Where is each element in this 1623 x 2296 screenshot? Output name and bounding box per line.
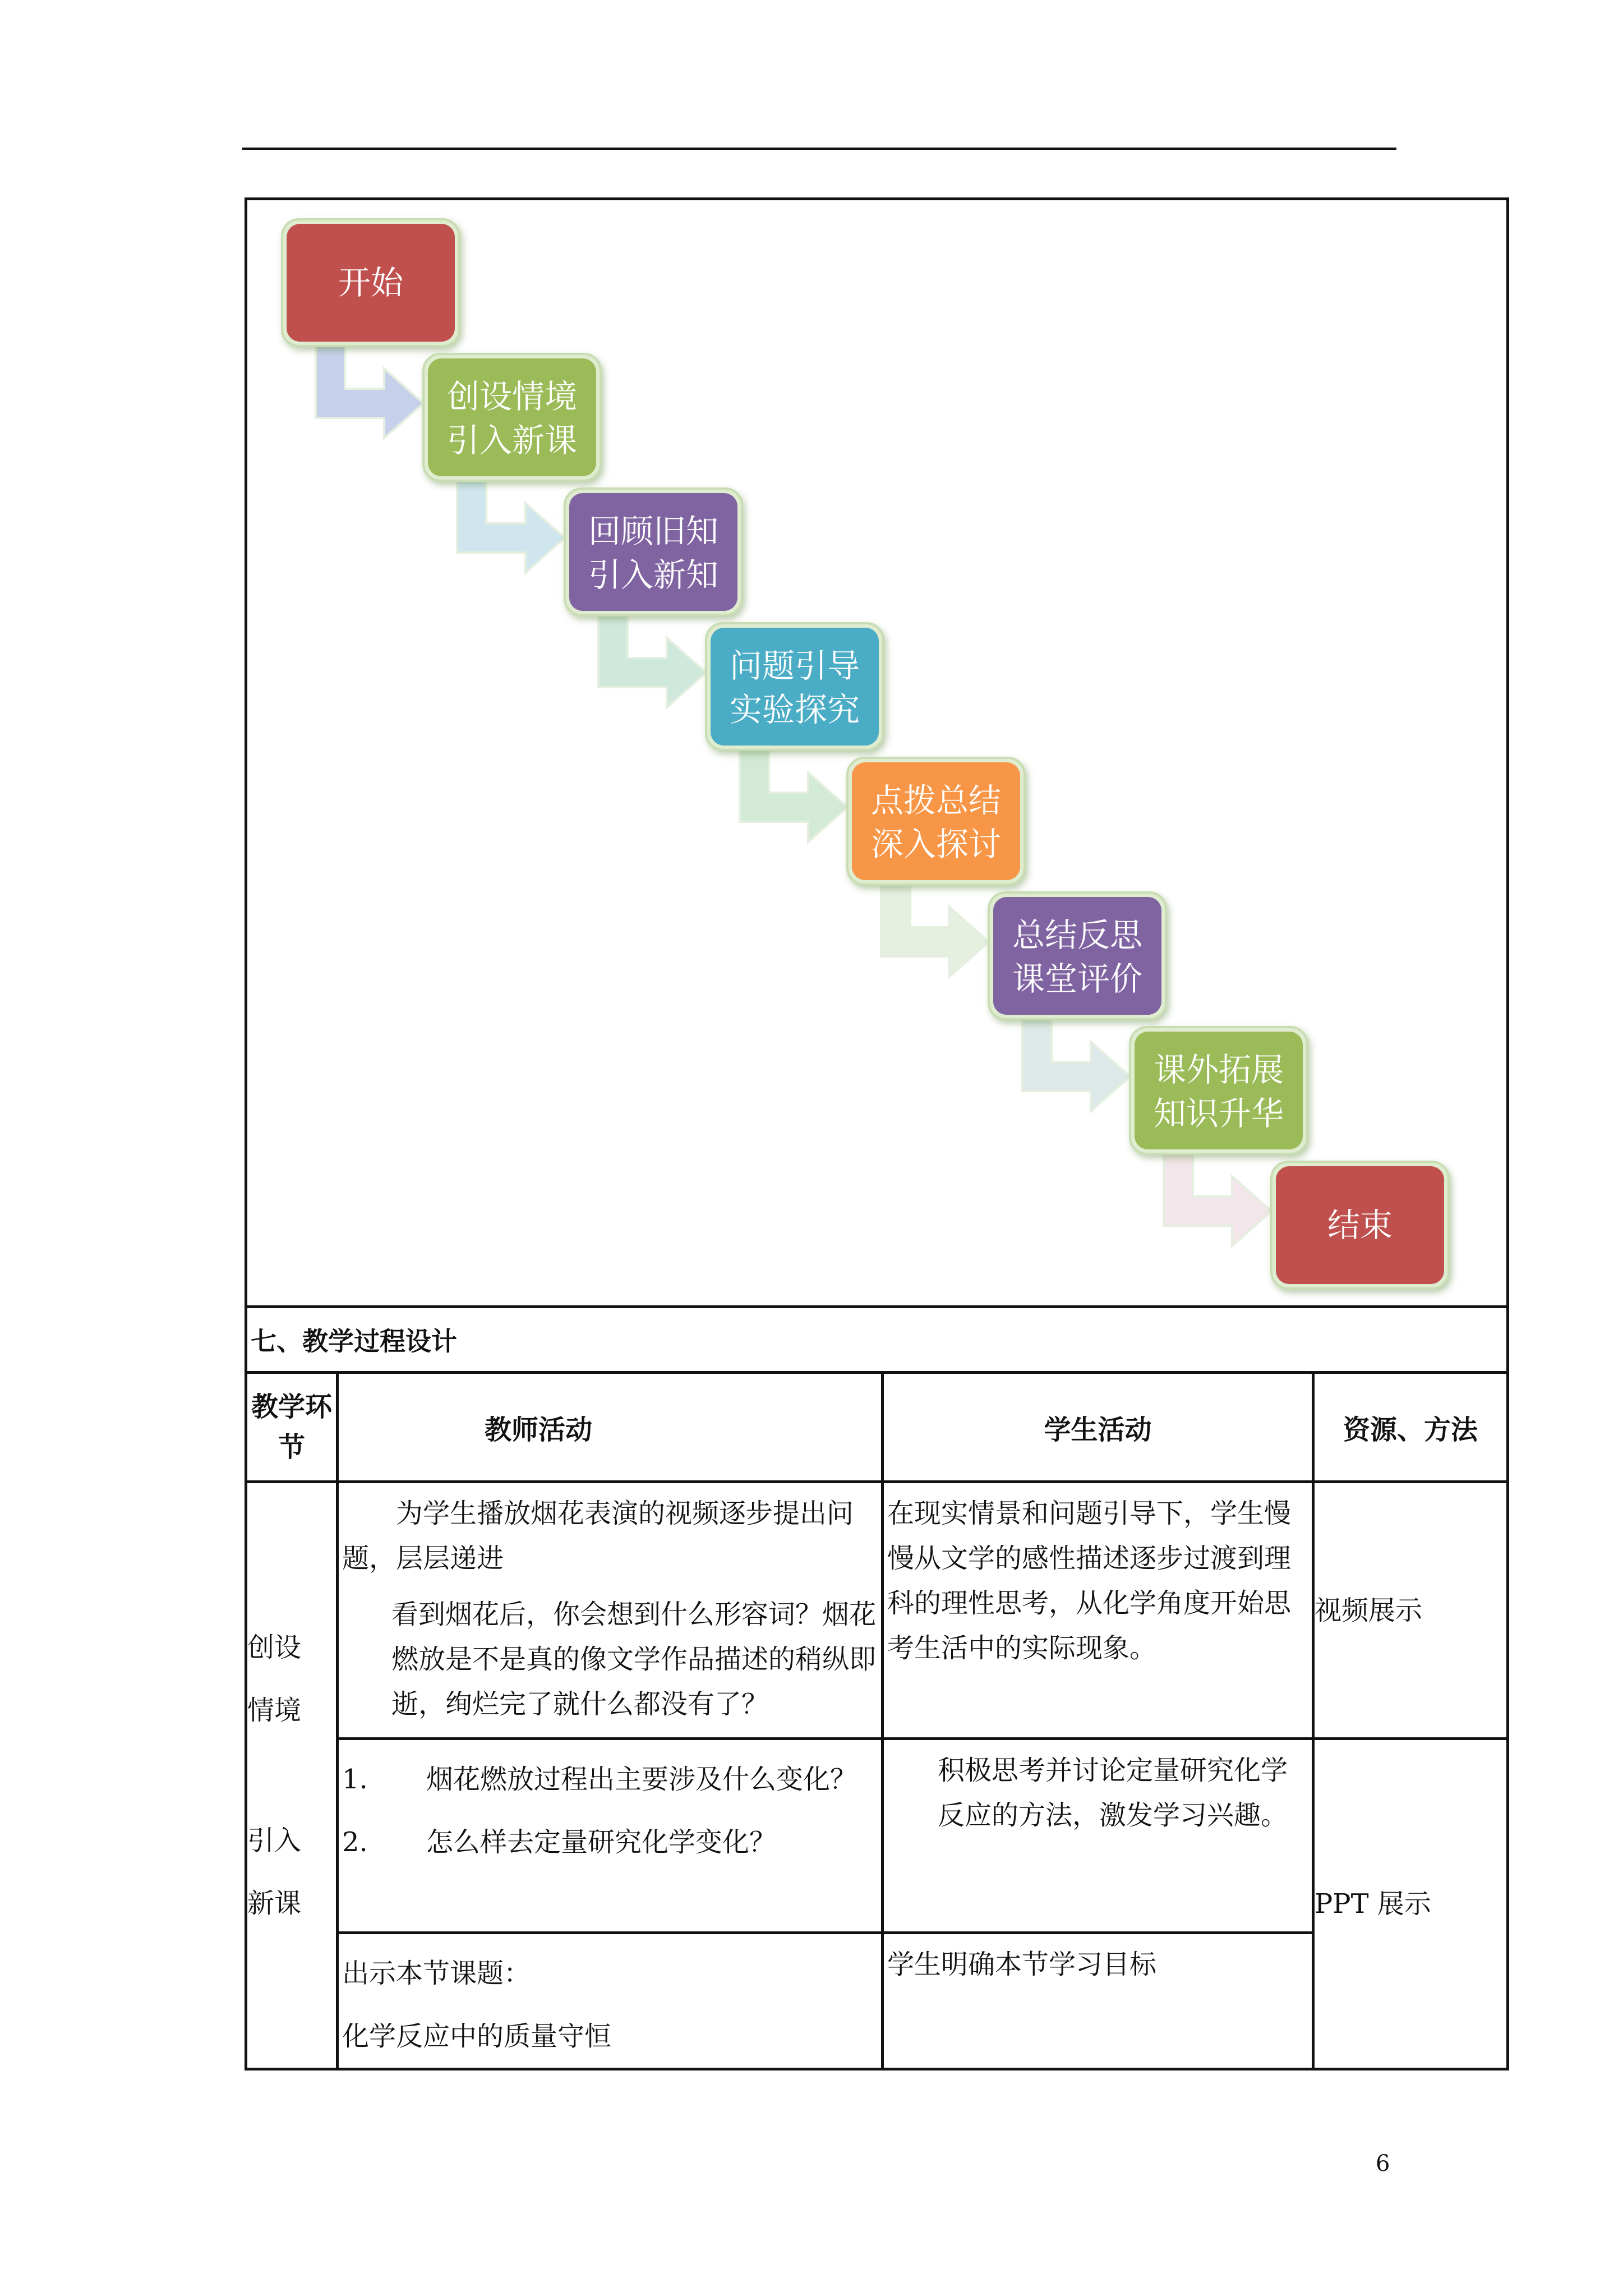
flow-node-label: 课堂评价: [1012, 960, 1143, 998]
flow-node-label: 问题引导: [729, 647, 860, 685]
flow-arrow: [316, 338, 423, 438]
student-activity-1: 在现实情景和问题引导下，学生慢慢从文学的感性描述逐步过渡到理科的理性思考，从化学角度开始思考生活中的实际现象。: [883, 1482, 1313, 1739]
header-stage-line1: 教学环: [251, 1391, 332, 1423]
flow-node-label: 点拨总结: [870, 781, 1002, 820]
page-number: 6: [1376, 2151, 1390, 2177]
flow-arrow: [1164, 1146, 1271, 1246]
flow-node-label: 开始: [338, 264, 404, 302]
stage-text-1: 创设: [247, 1632, 302, 1663]
question-1-number: 1.: [342, 1764, 368, 1795]
question-1-text: 烟花燃放过程出主要涉及什么变化？: [426, 1764, 857, 1795]
header-stage: [246, 1373, 338, 1482]
flow-node: [706, 623, 883, 750]
flow-node-label: 引入新课: [446, 421, 578, 459]
teacher-activity-1-intro: 为学生播放烟花表演的视频逐步提出问题，层层递进: [342, 1498, 854, 1574]
stage-text-2: 情境: [247, 1695, 302, 1726]
flow-node-label: 总结反思: [1012, 916, 1143, 954]
flow-node-label: 课外拓展: [1153, 1051, 1284, 1089]
flow-node-label: 结束: [1327, 1206, 1393, 1244]
flow-node: [423, 354, 601, 481]
teacher-activity-3: [338, 1933, 883, 2069]
flow-node: [282, 219, 459, 346]
flow-node-label: 实验探究: [729, 691, 860, 729]
flow-node-label: 深入探讨: [870, 825, 1002, 863]
question-2: [342, 1811, 878, 1874]
flow-arrow: [598, 608, 706, 707]
flowchart-cell: [246, 199, 1508, 1307]
header-resource: 资源、方法: [1313, 1373, 1508, 1482]
teacher-activity-2: [338, 1739, 883, 1933]
student-activity-2: [883, 1739, 1313, 1933]
stage-text-4: 新课: [247, 1888, 302, 1919]
teaching-flowchart: [247, 200, 1506, 1305]
header-student: 学生活动: [883, 1373, 1313, 1482]
question-2-text: 怎么样去定量研究化学变化？: [426, 1826, 777, 1858]
header-teacher: 教师活动: [338, 1373, 883, 1482]
lesson-table: [245, 197, 1509, 2070]
resource-1: 视频展示: [1313, 1482, 1508, 1739]
flow-arrow: [457, 473, 565, 573]
flow-arrow: [881, 877, 989, 977]
header-stage-line2: 节: [278, 1432, 305, 1463]
stage-cell: [246, 1482, 338, 2069]
flow-arrow: [740, 742, 847, 842]
student-activity-2-text: 积极思考并讨论定量研究化学反应的方法，激发学习兴趣。: [938, 1755, 1288, 1831]
flow-node: [565, 489, 742, 615]
teacher-activity-1-question: 看到烟花后，你会想到什么形容词？烟花燃放是不是真的像文学作品描述的稍纵即逝，绚烂完了就什么都没有了？: [391, 1599, 877, 1720]
question-1: [342, 1748, 878, 1811]
flow-node: [989, 892, 1166, 1019]
lesson-topic: 化学反应中的质量守恒: [342, 2021, 612, 2052]
flow-node-label: 回顾旧知: [588, 512, 719, 550]
student-activity-3: 学生明确本节学习目标: [883, 1933, 1313, 2069]
flow-node: [1271, 1162, 1449, 1289]
flow-node: [847, 758, 1025, 885]
resource-2: PPT 展示: [1313, 1739, 1508, 2069]
flow-node: [1130, 1027, 1307, 1154]
flow-node-label: 引入新知: [588, 556, 719, 594]
question-2-number: 2.: [342, 1826, 368, 1858]
stage-text-3: 引入: [247, 1825, 302, 1856]
header-rule: [242, 148, 1396, 150]
teacher-activity-1: [338, 1482, 883, 1739]
flow-node-label: 创设情境: [446, 378, 578, 416]
lesson-topic-label: 出示本节课题：: [342, 1958, 531, 1989]
flow-arrow: [1022, 1011, 1130, 1111]
section-title: 七、教学过程设计: [246, 1307, 1508, 1373]
flow-node-label: 知识升华: [1153, 1094, 1284, 1133]
